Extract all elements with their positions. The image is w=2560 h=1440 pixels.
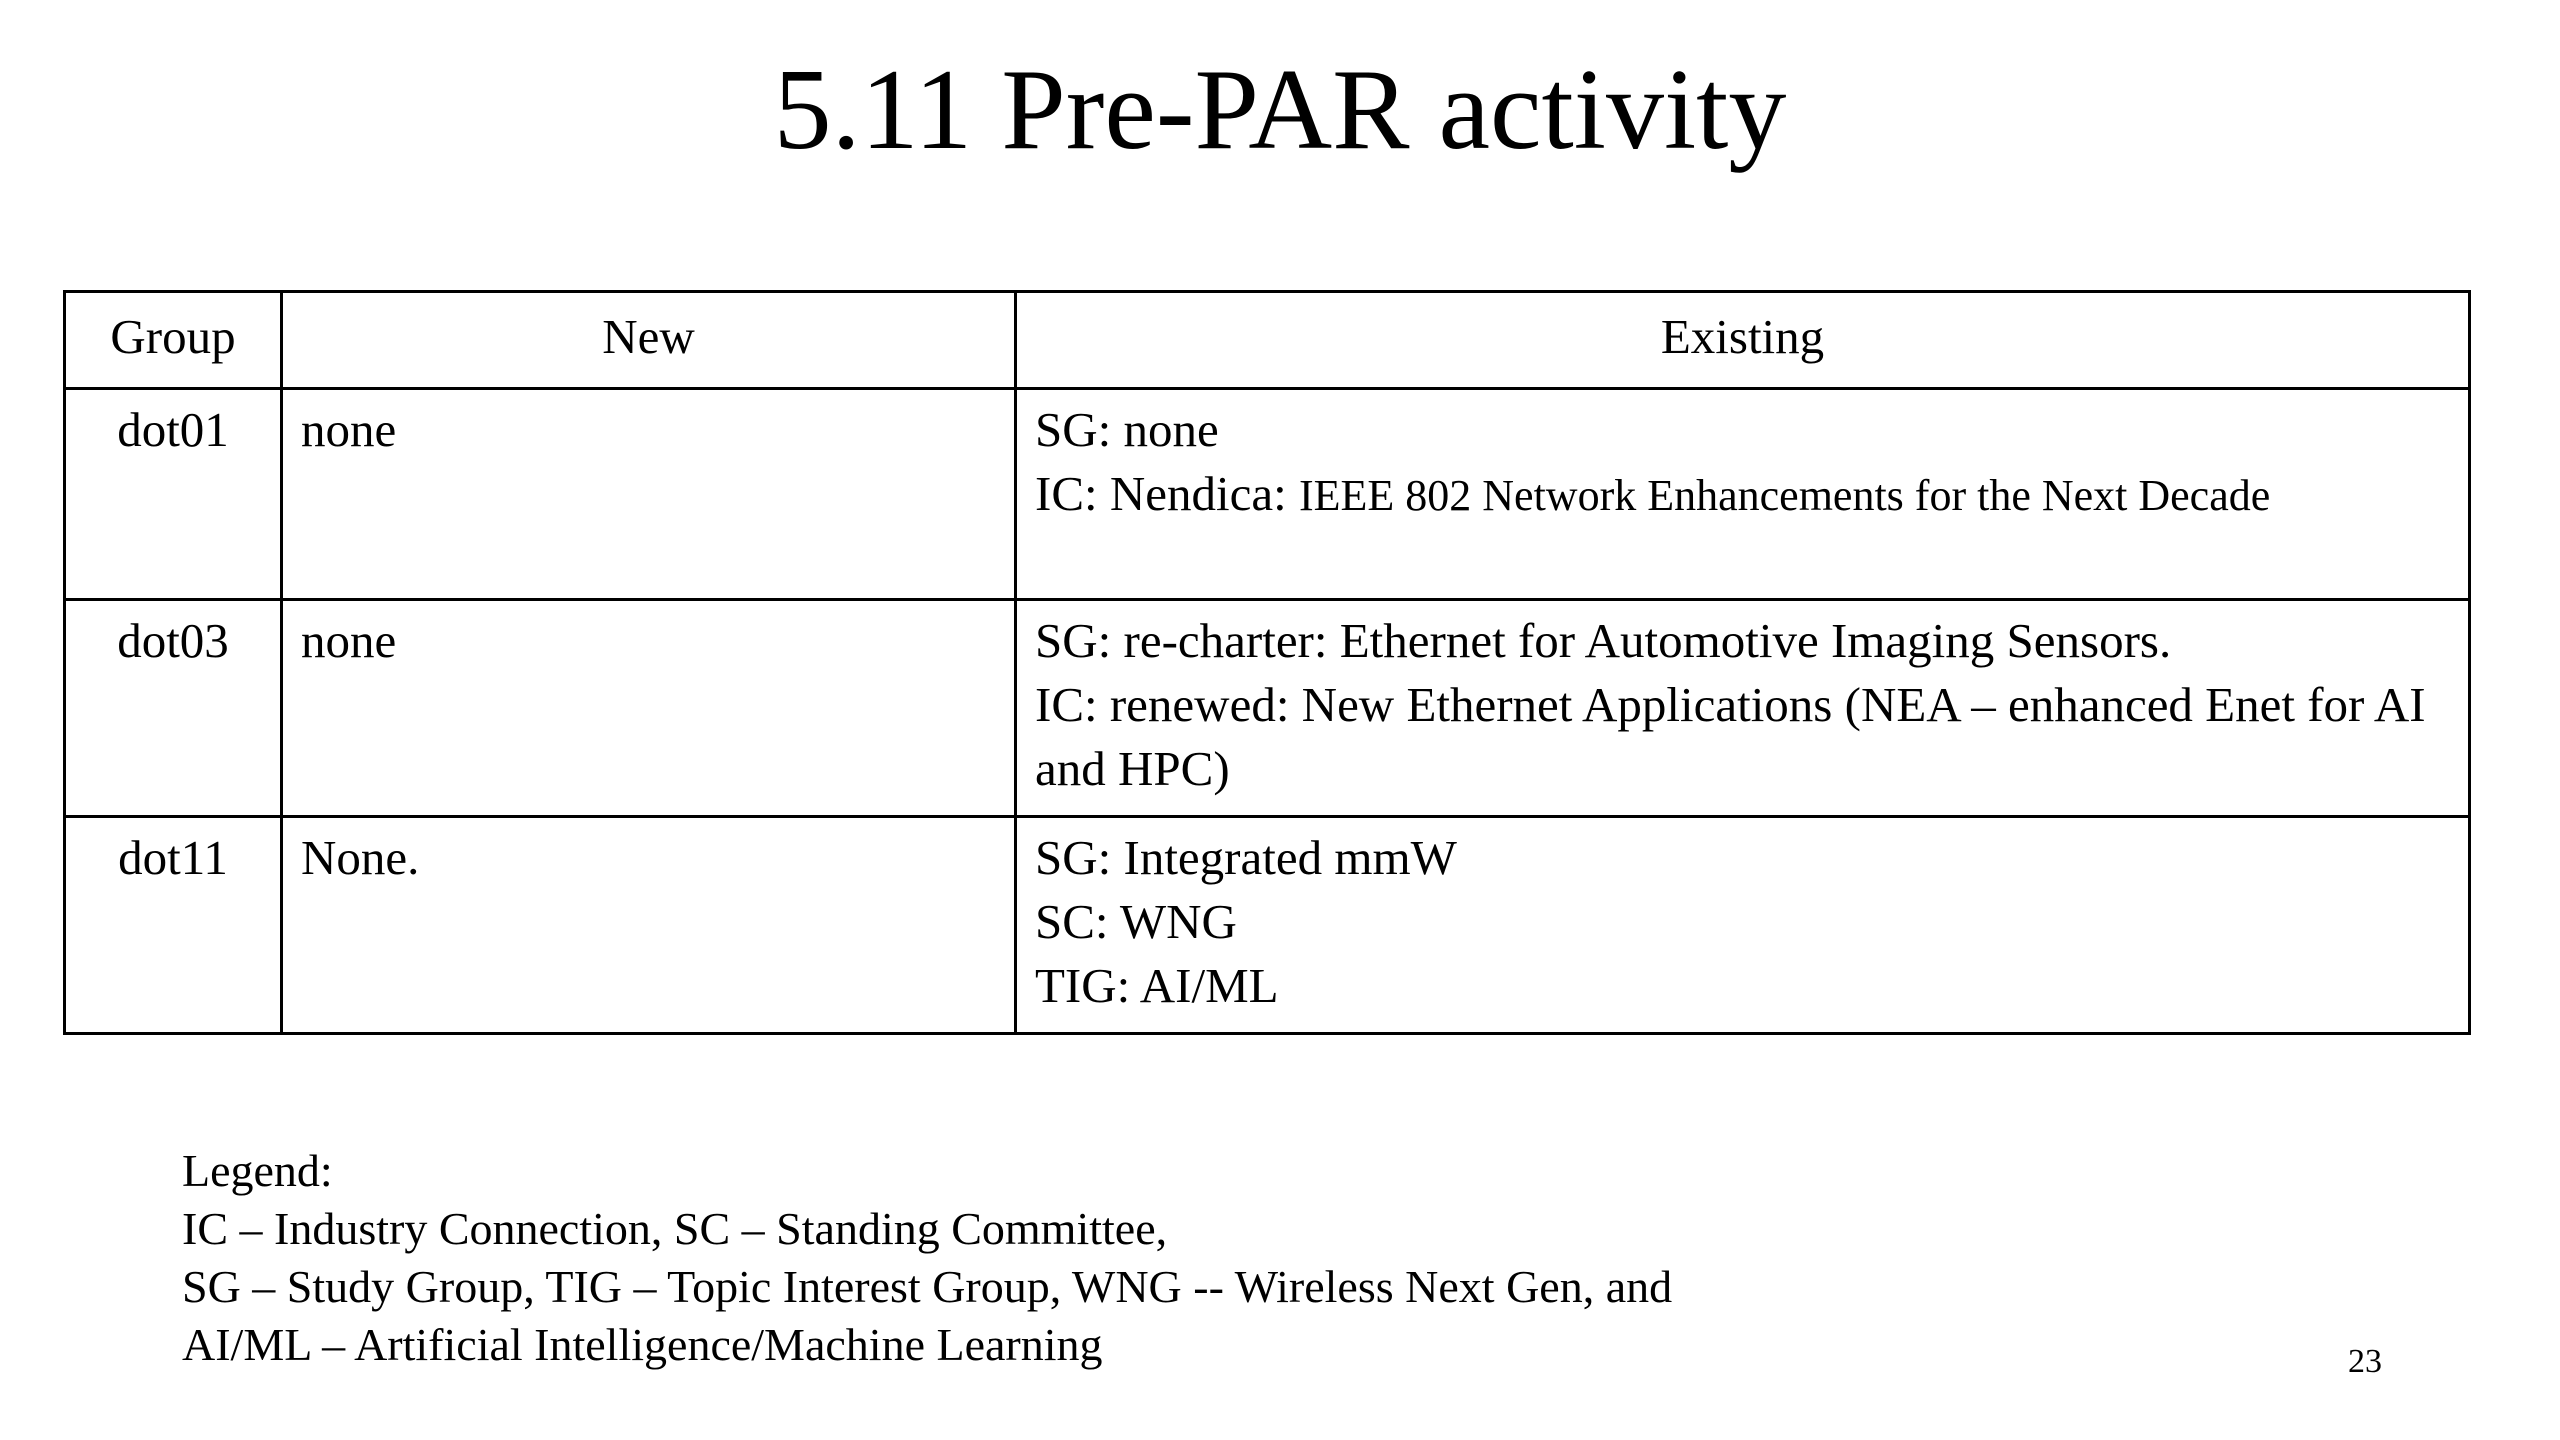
table-row bbox=[65, 389, 2470, 600]
legend-line: IC – Industry Connection, SC – Standing Committee, bbox=[182, 1203, 1168, 1254]
existing-line: TIG: AI/ML bbox=[1035, 958, 1279, 1013]
table-row bbox=[65, 600, 2470, 817]
existing-line: SC: WNG bbox=[1035, 894, 1237, 949]
table-header-row bbox=[65, 292, 2470, 389]
legend-line: SG – Study Group, TIG – Topic Interest Group, WNG -- Wireless Next Gen, and bbox=[182, 1261, 1673, 1312]
legend-heading: Legend: bbox=[182, 1145, 333, 1196]
new-cell: none bbox=[282, 600, 1016, 817]
group-cell: dot03 bbox=[65, 600, 282, 817]
legend bbox=[182, 1142, 1672, 1374]
existing-line bbox=[1035, 462, 2450, 528]
existing-line: SG: Integrated mmW bbox=[1035, 830, 1457, 885]
existing-cell bbox=[1016, 817, 2470, 1034]
header-group: Group bbox=[65, 292, 282, 389]
page-number: 23 bbox=[2348, 1343, 2382, 1380]
slide-title: 5.11 Pre-PAR activity bbox=[773, 46, 1787, 174]
group-cell: dot01 bbox=[65, 389, 282, 600]
new-cell: None. bbox=[282, 817, 1016, 1034]
existing-line-part: IEEE 802 Network Enhancements for the Next Decade bbox=[1298, 471, 2271, 520]
table-row bbox=[65, 817, 2470, 1034]
existing-line: SG: re-charter: Ethernet for Automotive Imaging Sensors. bbox=[1035, 613, 2172, 668]
header-new: New bbox=[282, 292, 1016, 389]
pre-par-table bbox=[63, 290, 2471, 1035]
group-cell: dot11 bbox=[65, 817, 282, 1034]
existing-line: SG: none bbox=[1035, 402, 1219, 457]
existing-cell bbox=[1016, 600, 2470, 817]
new-cell: none bbox=[282, 389, 1016, 600]
existing-line: IC: renewed: New Ethernet Applications (NEA – enhanced Enet for AI and HPC) bbox=[1035, 677, 2426, 796]
header-existing: Existing bbox=[1016, 292, 2470, 389]
existing-line-part: IC: Nendica: bbox=[1035, 466, 1299, 521]
existing-cell bbox=[1016, 389, 2470, 600]
legend-line: AI/ML – Artificial Intelligence/Machine Learning bbox=[182, 1319, 1103, 1370]
